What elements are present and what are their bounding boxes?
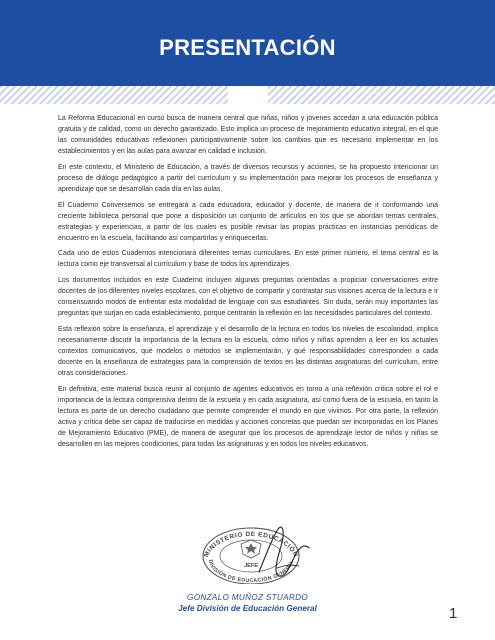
signer-name: GONZALO MUÑOZ STUARDO [187, 593, 308, 602]
stamp-top-text: MINISTERIO DE EDUCACIÓN [202, 530, 300, 559]
paragraph: Esta reflexión sobre la enseñanza, el aprendizaje y el desarrollo de la lectura en todos los niveles de escolaridad, implica necesariamente discutir la importancia de la lectura en la escuela, cómo niños y niñas aprenden a leer en los actuales contextos comunicativos, qué modelos o métodos se implementarán, y qué responsabilidades corresponden a cada docente en la enseñanza de estrategias para la comprensión de textos en las distintas asignaturas del currículum, entre otras consideraciones. [58, 325, 438, 377]
diagonal-stripe-decoration [0, 86, 495, 104]
paragraph: En este contexto, el Ministerio de Educación, a través de diversos recursos y acciones, se ha propuesto intencionar un proceso de diálogo pedagógico a partir del currículum y su implementación para mejorar los procesos de enseñanza y aprendizaje que se desarrollan cada día en las aulas. [58, 163, 438, 193]
stamp-bottom-text: DIVISIÓN DE EDUCACIÓN GENERAL [206, 559, 296, 584]
paragraph: Los documentos incluidos en este Cuaderno incluyen algunas preguntas orientadas a propiciar conversaciones entre docentes de los diferentes niveles escolares, con el objetivo de compartir y contrastar sus visiones acerca de la lectura e ir consensuando modos de enfrentar esta modalidad de lenguaje con sus estudiantes. Sin duda, serán muy importantes las preguntas que surjan en cada establecimiento, porque centrarán la reflexión en las necesidades particulares del contexto. [58, 276, 438, 318]
header-banner [0, 0, 495, 86]
official-stamp-seal [187, 522, 315, 584]
paragraph: En definitiva, este material busca reunir al conjunto de agentes educativos en torno a una reflexión crítica sobre el rol e importancia de la lectura comprensiva dentro de la escuela y en cada asignatura, así como fuera de la escuela, en tanto la lectura es parte de un derecho ciudadano que permite comprender el mundo en que vivimos. Por otra parte, la reflexión activa y crítica debe ser capaz de traducirse en medidas y acciones concretas que puedan ser incorporadas en los Planes de Mejoramiento Educativo (PME), de manera de asegurar que los procesos de aprendizaje lector de niños y niñas se desarrollen en las mejores condiciones, para todas las asignaturas y en todos los niveles educativos. [58, 385, 438, 448]
stamp-middle-text: JEFE [244, 563, 258, 569]
paragraph: El Cuaderno Conversemos se entregará a cada educadora, educador y docente, de manera de ir conformando una creciente biblioteca personal que pone a disposición un conjunto de artículos en los que se abordan temas centrales, estrategias y experiencias, a partir de los cuales es posible revisar las propias prácticas en instancias periódicas de encuentro en la escuela, facilitando así compartirlas y enriquecerlas. [58, 201, 438, 242]
presentation-body [58, 113, 438, 454]
page-number: 1 [449, 605, 458, 622]
signature-block [0, 592, 495, 614]
paragraph: La Reforma Educacional en curso busca de manera central que niñas, niños y jóvenes accedan a una educación pública gratuita y de calidad, como un derecho garantizado. Esto implica un proceso de mejoramiento educativo integral, en el que las comunidades educativas reflexionen participativamente sobre los cambios que es necesario implementar en los establecimientos y en las aulas para avanzar en calidad e inclusión. [58, 115, 438, 156]
paragraph: Cada uno de estos Cuadernos intencionará diferentes temas curriculares. En este primer número, el tema central es la lectura como eje transversal al currículum y base de todos los aprendizajes. [58, 250, 438, 269]
coat-of-arms-icon [241, 540, 261, 558]
page-title: PRESENTACIÓN [159, 35, 336, 60]
signer-role: Jefe División de Educación General [178, 604, 317, 613]
